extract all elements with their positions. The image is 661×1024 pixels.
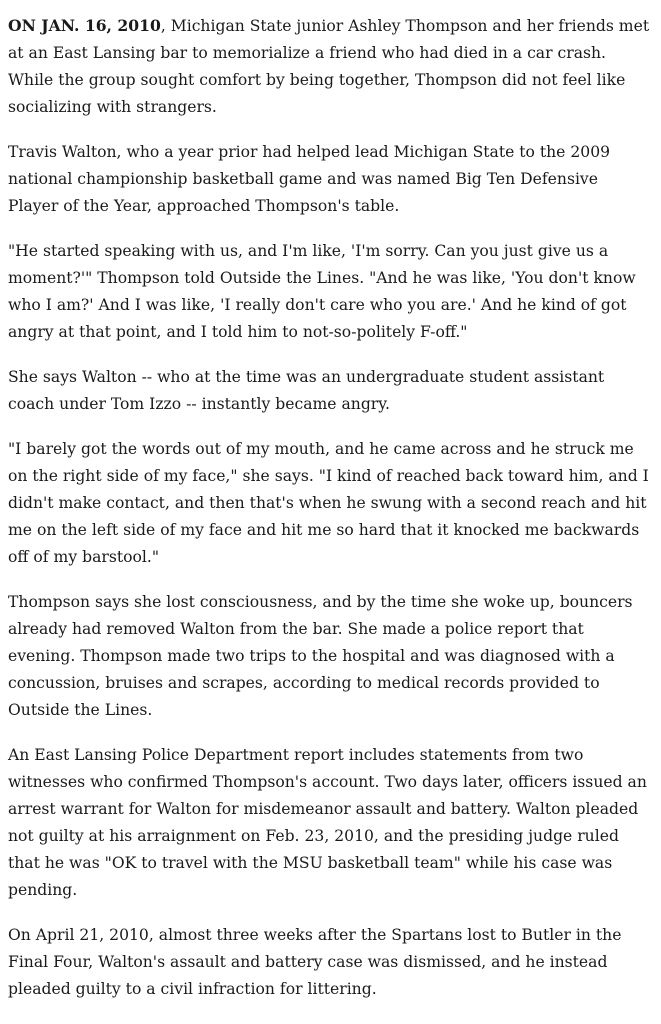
article-paragraph-8: On April 21, 2010, almost three weeks after the Spartans lost to Butler in the Final Four, Walton's assault and battery case was dismissed, and he instead pleaded guilty to a civil infraction for littering. xyxy=(8,926,622,998)
article-paragraph-5: "I barely got the words out of my mouth, and he came across and he struck me on the right side of my face," she says. "I kind of reached back toward him, and I didn't make contact, and then that's when he swung with a second reach and hit me on the left side of my face and hit me so hard that it knocked me backwards off of my barstool." xyxy=(8,440,649,566)
article-paragraph-4: She says Walton -- who at the time was an undergraduate student assistant coach under Tom Izzo -- instantly became angry. xyxy=(8,368,605,413)
article-paragraph-1 xyxy=(8,12,651,121)
article-paragraph-6: Thompson says she lost consciousness, and by the time she woke up, bouncers already had removed Walton from the bar. She made a police report that evening. Thompson made two trips to the hospital and was diagnosed with a concussion, bruises and scrapes, according to medical records provided to Outside the Lines. xyxy=(8,593,633,719)
dateline: ON JAN. 16, 2010 xyxy=(8,16,161,35)
article-paragraph-7: An East Lansing Police Department report includes statements from two witnesses who confirmed Thompson's account. Two days later, officers issued an arrest warrant for Walton for misdemeanor assault and battery. Walton pleaded not guilty at his arraignment on Feb. 23, 2010, and the presiding judge ruled that he was "OK to travel with the MSU basketball team" while his case was pending. xyxy=(8,746,647,899)
article-paragraph-3: "He started speaking with us, and I'm like, 'I'm sorry. Can you just give us a moment?'" Thompson told Outside the Lines. "And he was like, 'You don't know who I am?' And I was like, 'I really don't care who you are.' And he kind of got angry at that point, and I told him to not-so-politely F-off." xyxy=(8,242,636,341)
article-paragraph-2: Travis Walton, who a year prior had helped lead Michigan State to the 2009 national championship basketball game and was named Big Ten Defensive Player of the Year, approached Thompson's table. xyxy=(8,143,611,215)
paragraph-text: , Michigan State junior Ashley Thompson and her friends met at an East Lansing bar to memorialize a friend who had died in a car crash. While the group sought comfort by being together, Thompson did not feel like socializing with strangers. xyxy=(8,17,650,116)
